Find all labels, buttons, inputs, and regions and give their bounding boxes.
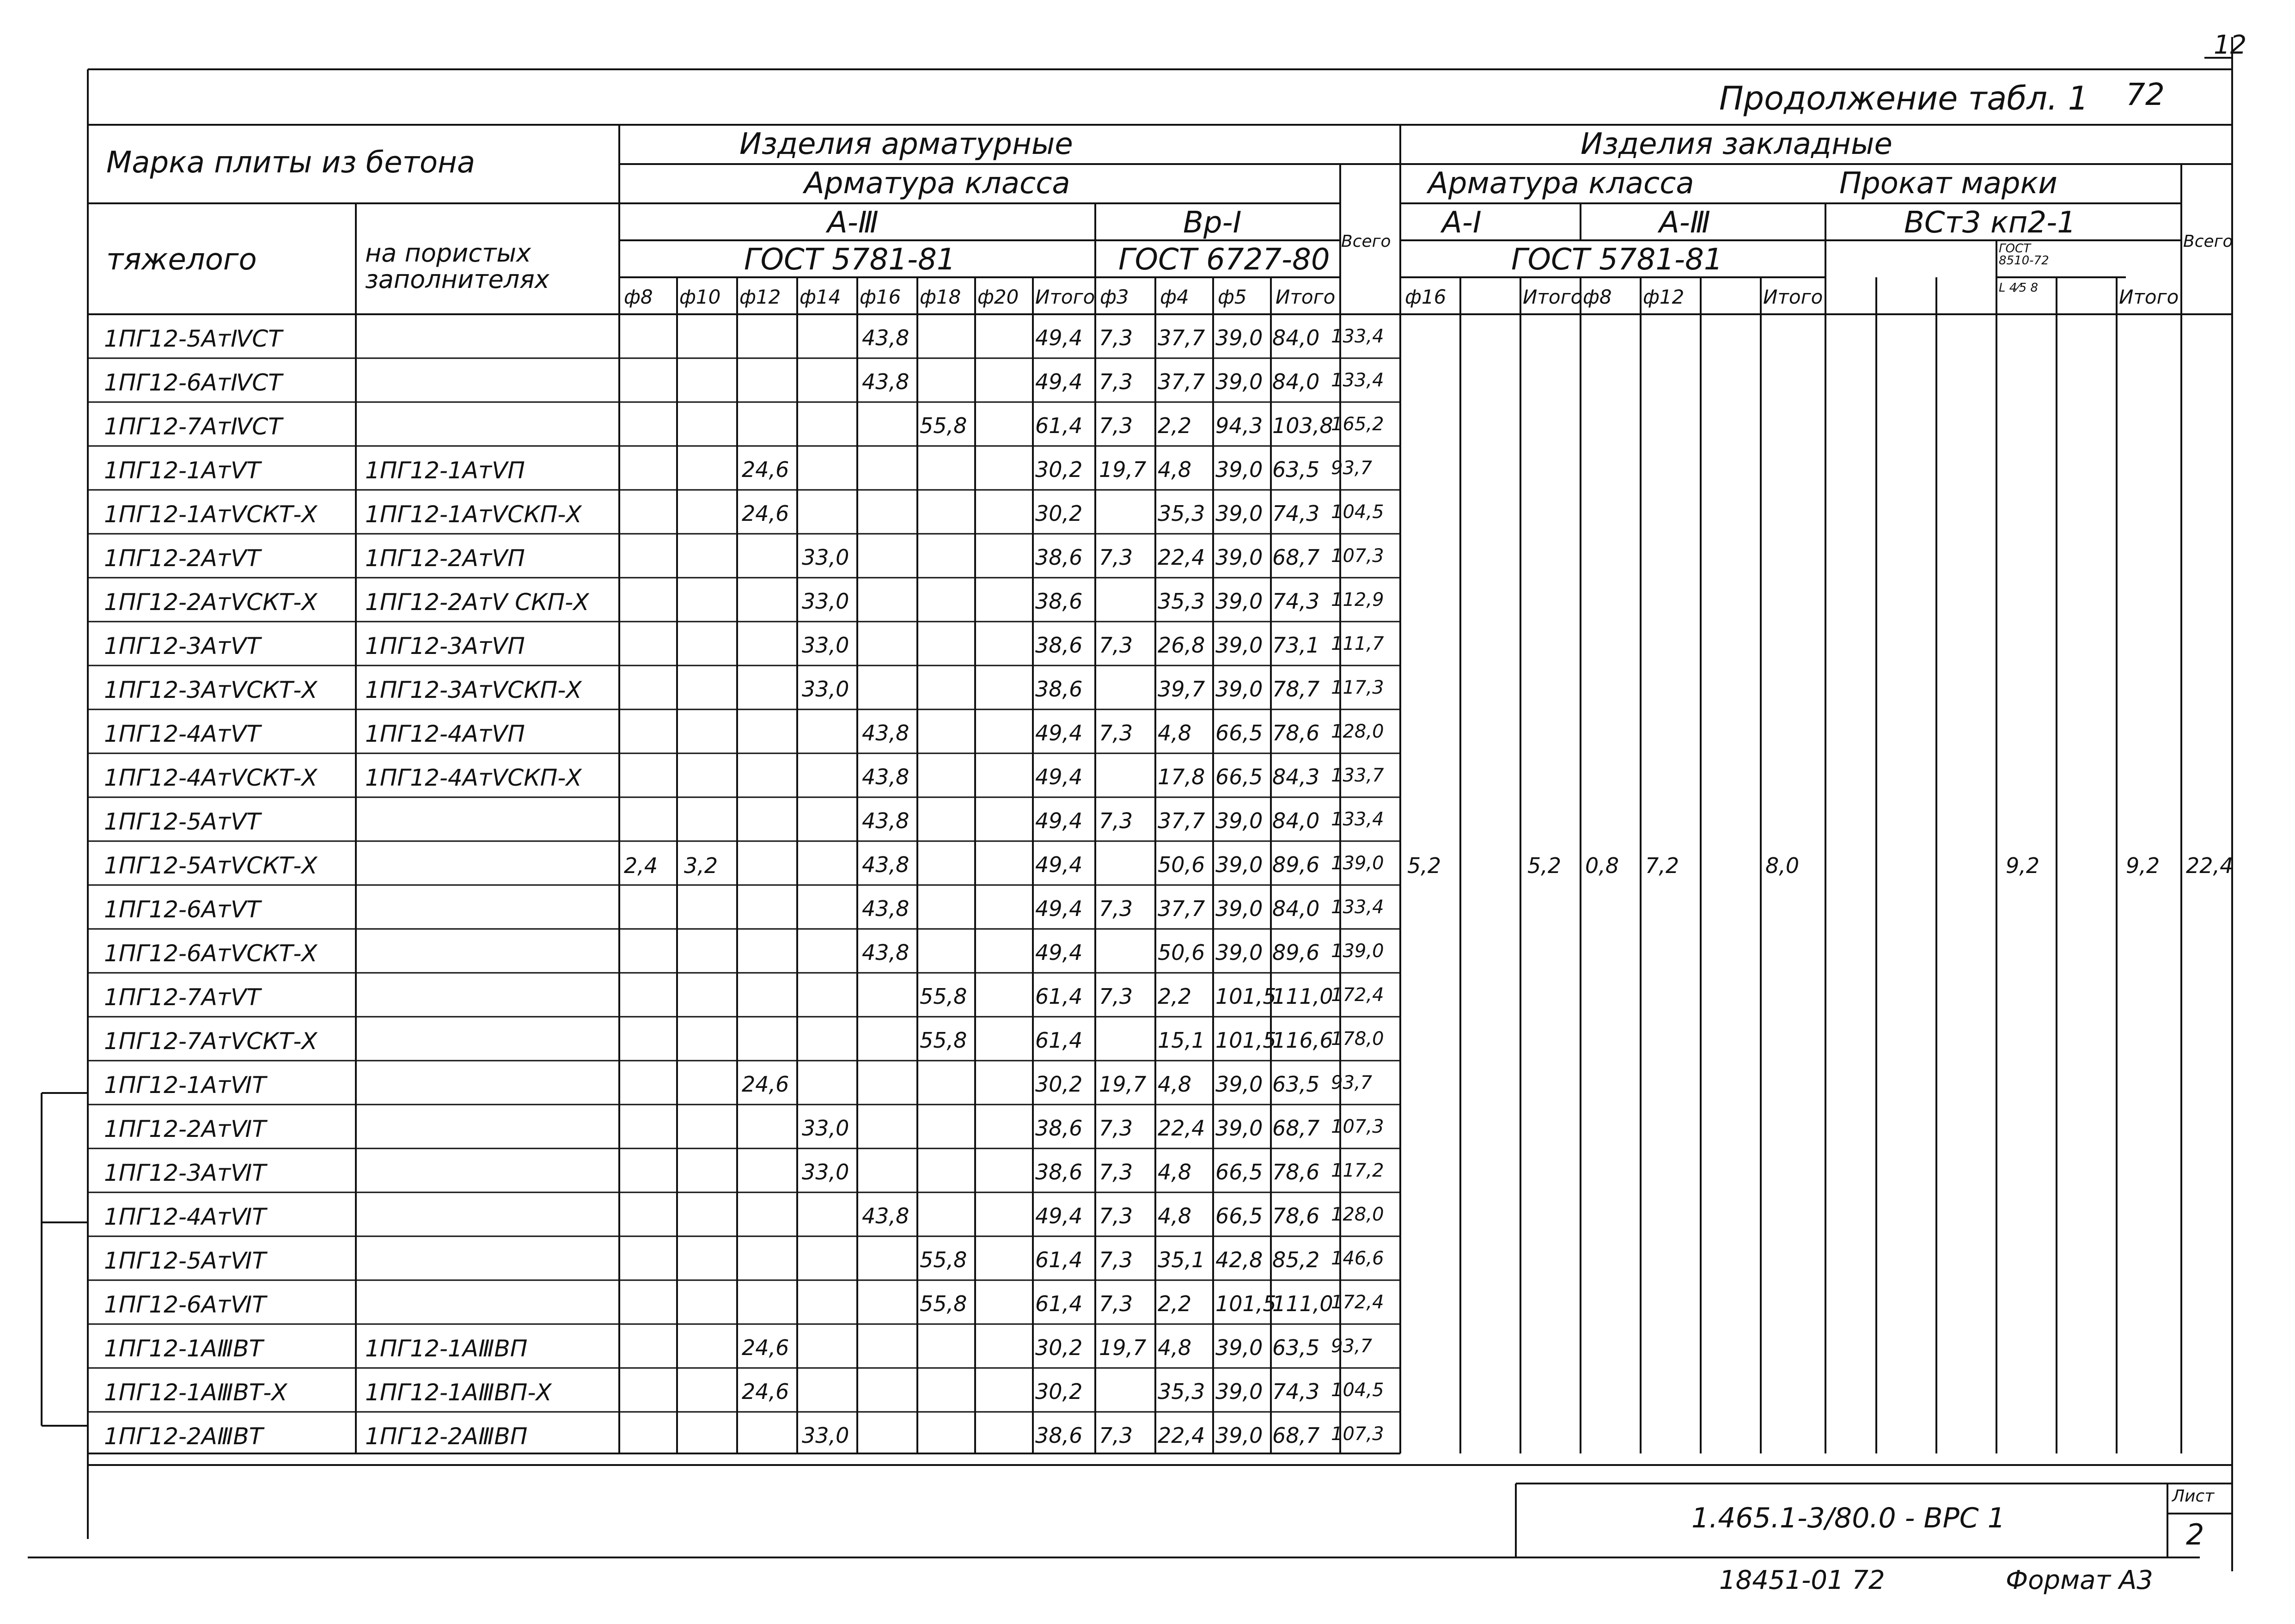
a3-embedded-class-header: А-Ⅲ (1659, 206, 1710, 240)
row-mark-porous: 1ПГ12-1АтⅤСКП-Х (365, 501, 582, 528)
rolled-grade-header: Прокат марки (1839, 166, 2057, 201)
table-cell-d3: 7,3 (1099, 633, 1133, 658)
table-cell-total: 172,4 (1331, 984, 1384, 1006)
table-cell-sum1: 38,6 (1035, 1423, 1083, 1448)
armature-class-header: Арматура класса (804, 166, 1070, 201)
col-emb-d16: ф16 (1405, 286, 1447, 308)
table-cell-d12: 24,6 (742, 457, 789, 482)
table-cell-d4: 2,2 (1158, 1291, 1192, 1316)
armature-products-header: Изделия арматурные (739, 127, 1073, 161)
table-cell-d5: 39,0 (1215, 1423, 1263, 1448)
table-cell-sum1: 49,4 (1035, 764, 1083, 789)
table-cell-sum1: 49,4 (1035, 896, 1083, 921)
table-cell-d4: 2,2 (1158, 413, 1192, 438)
table-cell-sum2: 84,0 (1272, 896, 1320, 921)
small-gost-header: ГОСТ 8510-72 (1999, 242, 2049, 268)
table-cell-sum2: 73,1 (1272, 633, 1320, 658)
table-cell-total: 133,4 (1331, 326, 1384, 347)
table-cell-sum1: 49,4 (1035, 940, 1083, 965)
table-cell-d5: 39,0 (1215, 501, 1263, 526)
row-mark-heavy: 1ПГ12-1АтⅤТ (104, 457, 261, 484)
document-code: 1.465.1-3/80.0 - ВРС 1 (1691, 1502, 2005, 1534)
table-cell-sum2: 78,7 (1272, 677, 1320, 702)
table-cell-d16: 43,8 (862, 764, 909, 789)
table-cell-d12: 24,6 (742, 1379, 789, 1404)
row-mark-heavy: 1ПГ12-1АтⅤСКТ-Х (104, 501, 317, 528)
col-d5: ф5 (1218, 286, 1247, 308)
table-cell-d5: 66,5 (1215, 764, 1263, 789)
table-cell-d4: 22,4 (1158, 545, 1205, 570)
table-cell-sum2: 63,5 (1272, 457, 1320, 482)
table-cell-total: 117,3 (1331, 677, 1384, 698)
col-d12: ф12 (739, 286, 781, 308)
table-cell-d5: 39,0 (1215, 633, 1263, 658)
table-cell-d12: 24,6 (742, 1072, 789, 1097)
table-cell-d3: 19,7 (1099, 1335, 1147, 1360)
table-cell-sum2: 78,6 (1272, 1160, 1320, 1184)
table-cell-d3: 7,3 (1099, 1203, 1133, 1228)
table-cell-d4: 37,7 (1158, 896, 1205, 921)
row-mark-heavy: 1ПГ12-3АтⅥТ (104, 1160, 266, 1186)
table-cell-sum2: 78,6 (1272, 720, 1320, 745)
table-cell-total: 178,0 (1331, 1028, 1384, 1050)
table-cell-d4: 37,7 (1158, 369, 1205, 394)
table-cell-total: 146,6 (1331, 1248, 1384, 1269)
table-cell-d3: 7,3 (1099, 1247, 1133, 1272)
table-cell-sum1: 49,4 (1035, 1203, 1083, 1228)
row-mark-heavy: 1ПГ12-5АтⅥТ (104, 1247, 266, 1274)
table-cell-sum2: 116,6 (1272, 1028, 1333, 1053)
embedded-products-header: Изделия закладные (1581, 127, 1892, 161)
row-mark-porous: 1ПГ12-3АтⅤСКП-Х (365, 677, 582, 703)
table-cell-sum1: 38,6 (1035, 633, 1083, 658)
col-emb-d12: ф12 (1643, 286, 1685, 308)
table-cell-sum1: 49,4 (1035, 808, 1083, 833)
table-cell-sum1: 49,4 (1035, 369, 1083, 394)
table-cell-sum2: 74,3 (1272, 589, 1320, 614)
table-cell-d4: 35,3 (1158, 589, 1205, 614)
table-cell-d14: 33,0 (802, 1423, 849, 1448)
table-cell-sum2: 85,2 (1272, 1247, 1320, 1272)
table-cell-d4: 4,8 (1158, 1072, 1192, 1097)
row-mark-heavy: 1ПГ12-1АⅢВТ (104, 1335, 263, 1362)
embedded-gost-header: ГОСТ 5781-81 (1511, 243, 1723, 277)
shared-emb-sum2: 8,0 (1765, 853, 1800, 878)
table-cell-total: 128,0 (1331, 1204, 1384, 1225)
table-cell-d4: 35,3 (1158, 1379, 1205, 1404)
table-cell-sum1: 30,2 (1035, 1379, 1083, 1404)
col-emb-sum1: Итого (1523, 286, 1583, 308)
row-mark-heavy: 1ПГ12-7АтⅤТ (104, 984, 261, 1011)
table-cell-sum1: 38,6 (1035, 1160, 1083, 1184)
shared-d8: 2,4 (624, 853, 658, 878)
table-cell-d3: 7,3 (1099, 984, 1133, 1009)
table-cell-total: 172,4 (1331, 1292, 1384, 1313)
table-cell-d5: 39,0 (1215, 896, 1263, 921)
table-cell-total: 104,5 (1331, 1380, 1384, 1401)
table-cell-sum2: 68,7 (1272, 545, 1320, 570)
table-cell-d5: 39,0 (1215, 369, 1263, 394)
table-cell-d16: 43,8 (862, 325, 909, 350)
row-mark-heavy: 1ПГ12-4АтⅥТ (104, 1203, 266, 1230)
row-mark-heavy: 1ПГ12-7АтⅣСТ (104, 413, 282, 440)
col-d10: ф10 (679, 286, 721, 308)
table-cell-total: 104,5 (1331, 501, 1384, 523)
table-cell-sum1: 49,4 (1035, 852, 1083, 877)
row-mark-heavy: 1ПГ12-1АⅢВТ-Х (104, 1379, 287, 1406)
table-cell-total: 133,4 (1331, 370, 1384, 391)
table-cell-d4: 4,8 (1158, 1160, 1192, 1184)
table-cell-d5: 39,0 (1215, 1116, 1263, 1141)
table-cell-d5: 66,5 (1215, 720, 1263, 745)
col-sum2: Итого (1276, 286, 1336, 308)
table-continuation-title: Продолжение табл. 1 (1719, 79, 2089, 117)
vr1-gost-header: ГОСТ 6727-80 (1118, 243, 1330, 277)
table-cell-d4: 15,1 (1158, 1028, 1205, 1053)
row-mark-porous: 1ПГ12-2АтⅤ СКП-Х (365, 589, 589, 616)
table-cell-sum1: 38,6 (1035, 677, 1083, 702)
table-cell-d5: 39,0 (1215, 589, 1263, 614)
shared-emb-sum1: 5,2 (1527, 853, 1562, 878)
col-d14: ф14 (800, 286, 841, 308)
table-cell-total: 107,3 (1331, 545, 1384, 567)
heavy-concrete-header: тяжелого (106, 243, 257, 277)
table-cell-sum2: 84,3 (1272, 764, 1320, 789)
table-cell-d3: 19,7 (1099, 1072, 1147, 1097)
table-cell-total: 93,7 (1331, 1336, 1373, 1357)
table-cell-d16: 43,8 (862, 369, 909, 394)
table-cell-sum1: 61,4 (1035, 1291, 1083, 1316)
table-cell-sum1: 30,2 (1035, 1072, 1083, 1097)
row-mark-heavy: 1ПГ12-5АтⅤТ (104, 808, 261, 835)
table-cell-d5: 39,0 (1215, 1072, 1263, 1097)
col-d3: ф3 (1100, 286, 1129, 308)
table-cell-d4: 50,6 (1158, 852, 1205, 877)
table-cell-d5: 39,0 (1215, 545, 1263, 570)
table-cell-d4: 4,8 (1158, 1335, 1192, 1360)
table-cell-d4: 39,7 (1158, 677, 1205, 702)
table-cell-total: 133,4 (1331, 897, 1384, 918)
page-number: 12 (2214, 30, 2247, 60)
table-cell-d5: 39,0 (1215, 1335, 1263, 1360)
row-mark-heavy: 1ПГ12-2АтⅤСКТ-Х (104, 589, 317, 616)
table-cell-d4: 35,1 (1158, 1247, 1205, 1272)
col-d4: ф4 (1160, 286, 1189, 308)
table-cell-d14: 33,0 (802, 1160, 849, 1184)
table-cell-total: 139,0 (1331, 853, 1384, 874)
table-cell-sum2: 68,7 (1272, 1116, 1320, 1141)
table-cell-d3: 7,3 (1099, 896, 1133, 921)
row-mark-porous: 1ПГ12-4АтⅤСКП-Х (365, 764, 582, 791)
table-cell-d3: 7,3 (1099, 325, 1133, 350)
table-cell-d5: 66,5 (1215, 1160, 1263, 1184)
row-mark-porous: 1ПГ12-1АⅢВП (365, 1335, 528, 1362)
row-mark-heavy: 1ПГ12-3АтⅤСКТ-Х (104, 677, 317, 703)
table-cell-d3: 19,7 (1099, 457, 1147, 482)
table-cell-sum1: 61,4 (1035, 1247, 1083, 1272)
table-cell-d5: 39,0 (1215, 808, 1263, 833)
table-cell-sum1: 38,6 (1035, 1116, 1083, 1141)
row-mark-heavy: 1ПГ12-7АтⅤСКТ-Х (104, 1028, 317, 1055)
row-mark-heavy: 1ПГ12-2АⅢВТ (104, 1423, 263, 1450)
sheet-label: Лист (2172, 1487, 2215, 1506)
table-cell-d5: 42,8 (1215, 1247, 1263, 1272)
table-cell-sum2: 84,0 (1272, 325, 1320, 350)
table-cell-d4: 2,2 (1158, 984, 1192, 1009)
table-cell-d14: 33,0 (802, 545, 849, 570)
col-d18: ф18 (920, 286, 961, 308)
table-cell-sum2: 63,5 (1272, 1335, 1320, 1360)
bottom-note: 18451-01 72 (1719, 1565, 1885, 1595)
row-mark-heavy: 1ПГ12-4АтⅤТ (104, 720, 261, 747)
table-cell-d5: 39,0 (1215, 457, 1263, 482)
porous-concrete-header: на пористых заполнителях (365, 238, 549, 294)
table-cell-sum1: 30,2 (1035, 501, 1083, 526)
row-mark-porous: 1ПГ12-2АтⅤП (365, 545, 525, 572)
table-cell-sum2: 103,8 (1272, 413, 1333, 438)
table-cell-d14: 33,0 (802, 589, 849, 614)
table-cell-d4: 22,4 (1158, 1116, 1205, 1141)
shared-emb-d8: 0,8 (1585, 853, 1619, 878)
table-cell-total: 165,2 (1331, 414, 1384, 435)
table-cell-d16: 43,8 (862, 852, 909, 877)
corner-mark: 72 (2126, 77, 2165, 112)
table-cell-total: 128,0 (1331, 721, 1384, 742)
table-cell-d18: 55,8 (920, 984, 967, 1009)
table-cell-d5: 39,0 (1215, 1379, 1263, 1404)
a1-class-header: А-I (1442, 206, 1482, 240)
row-mark-porous: 1ПГ12-3АтⅤП (365, 633, 525, 659)
shared-total2: 22,4 (2186, 853, 2234, 878)
table-cell-sum2: 74,3 (1272, 501, 1320, 526)
table-cell-total: 107,3 (1331, 1423, 1384, 1445)
a3-class-header: А-Ⅲ (827, 206, 879, 240)
table-cell-d16: 43,8 (862, 896, 909, 921)
table-cell-sum2: 78,6 (1272, 1203, 1320, 1228)
table-cell-total: 133,7 (1331, 765, 1384, 786)
table-cell-sum1: 61,4 (1035, 413, 1083, 438)
row-mark-heavy: 1ПГ12-2АтⅥТ (104, 1116, 266, 1142)
table-cell-d4: 37,7 (1158, 325, 1205, 350)
row-mark-porous: 1ПГ12-4АтⅤП (365, 720, 525, 747)
table-cell-d18: 55,8 (920, 1028, 967, 1053)
table-cell-d4: 4,8 (1158, 720, 1192, 745)
table-cell-total: 93,7 (1331, 458, 1373, 479)
table-cell-sum2: 63,5 (1272, 1072, 1320, 1097)
table-cell-sum1: 49,4 (1035, 325, 1083, 350)
table-cell-sum2: 89,6 (1272, 940, 1320, 965)
shared-d10: 3,2 (684, 853, 718, 878)
table-cell-d16: 43,8 (862, 1203, 909, 1228)
table-cell-d4: 22,4 (1158, 1423, 1205, 1448)
table-cell-d3: 7,3 (1099, 1291, 1133, 1316)
table-cell-sum2: 68,7 (1272, 1423, 1320, 1448)
table-cell-d5: 39,0 (1215, 677, 1263, 702)
table-cell-d3: 7,3 (1099, 1423, 1133, 1448)
table-cell-sum1: 49,4 (1035, 720, 1083, 745)
table-cell-total: 111,7 (1331, 633, 1384, 654)
table-cell-d18: 55,8 (920, 413, 967, 438)
table-cell-total: 139,0 (1331, 940, 1384, 962)
table-cell-sum1: 30,2 (1035, 457, 1083, 482)
row-mark-heavy: 1ПГ12-4АтⅤСКТ-Х (104, 764, 317, 791)
table-cell-d5: 101,5 (1215, 1028, 1276, 1053)
table-cell-d14: 33,0 (802, 633, 849, 658)
total2-header: Всего (2183, 232, 2233, 251)
table-cell-total: 107,3 (1331, 1116, 1384, 1137)
format-note: Формат А3 (2006, 1565, 2153, 1595)
table-cell-d14: 33,0 (802, 1116, 849, 1141)
table-cell-d3: 7,3 (1099, 1160, 1133, 1184)
table-cell-d3: 7,3 (1099, 369, 1133, 394)
table-cell-d3: 7,3 (1099, 720, 1133, 745)
table-cell-d14: 33,0 (802, 677, 849, 702)
table-cell-d18: 55,8 (920, 1291, 967, 1316)
row-mark-heavy: 1ПГ12-6АтⅤТ (104, 896, 261, 923)
table-cell-sum2: 84,0 (1272, 369, 1320, 394)
col-d8: ф8 (624, 286, 653, 308)
row-mark-heavy: 1ПГ12-6АтⅥТ (104, 1291, 266, 1318)
row-mark-heavy: 1ПГ12-1АтⅥТ (104, 1072, 266, 1099)
table-cell-d4: 4,8 (1158, 457, 1192, 482)
table-cell-d3: 7,3 (1099, 545, 1133, 570)
table-cell-d5: 94,3 (1215, 413, 1263, 438)
row-mark-porous: 1ПГ12-2АⅢВП (365, 1423, 528, 1450)
col-emb-d8: ф8 (1583, 286, 1612, 308)
table-cell-sum2: 111,0 (1272, 1291, 1333, 1316)
table-cell-d5: 39,0 (1215, 940, 1263, 965)
table-cell-d3: 7,3 (1099, 808, 1133, 833)
table-cell-d4: 26,8 (1158, 633, 1205, 658)
table-cell-d4: 17,8 (1158, 764, 1205, 789)
row-mark-heavy: 1ПГ12-6АтⅣСТ (104, 369, 282, 396)
table-cell-d3: 7,3 (1099, 1116, 1133, 1141)
total-header: Всего (1341, 232, 1391, 251)
angle-profile-header: L 4⁄5 8 (1999, 281, 2038, 295)
col-d16: ф16 (860, 286, 901, 308)
table-cell-d5: 101,5 (1215, 984, 1276, 1009)
table-cell-sum1: 61,4 (1035, 1028, 1083, 1053)
col-sum1: Итого (1035, 286, 1095, 308)
table-cell-d4: 37,7 (1158, 808, 1205, 833)
row-mark-heavy: 1ПГ12-2АтⅤТ (104, 545, 261, 572)
vr1-class-header: Вр-I (1183, 206, 1242, 240)
table-cell-d16: 43,8 (862, 720, 909, 745)
table-cell-d12: 24,6 (742, 501, 789, 526)
table-cell-d5: 101,5 (1215, 1291, 1276, 1316)
row-mark-heavy: 1ПГ12-6АтⅤСКТ-Х (104, 940, 317, 967)
table-cell-sum2: 84,0 (1272, 808, 1320, 833)
table-cell-d5: 39,0 (1215, 852, 1263, 877)
col-d20: ф20 (977, 286, 1019, 308)
table-cell-d18: 55,8 (920, 1247, 967, 1272)
table-cell-d12: 24,6 (742, 1335, 789, 1360)
table-cell-d3: 7,3 (1099, 413, 1133, 438)
table-cell-total: 112,9 (1331, 589, 1384, 611)
row-mark-heavy: 1ПГ12-5АтⅣСТ (104, 325, 282, 352)
a3-gost-header: ГОСТ 5781-81 (744, 243, 956, 277)
table-cell-sum2: 111,0 (1272, 984, 1333, 1009)
table-cell-d4: 35,3 (1158, 501, 1205, 526)
vst-grade-header: ВСт3 кп2-1 (1904, 206, 2076, 240)
table-cell-d16: 43,8 (862, 940, 909, 965)
table-cell-sum1: 38,6 (1035, 589, 1083, 614)
table-cell-sum2: 89,6 (1272, 852, 1320, 877)
row-mark-porous: 1ПГ12-1АтⅤП (365, 457, 525, 484)
mark-group-header: Марка плиты из бетона (106, 146, 476, 180)
shared-emb-d16: 5,2 (1407, 853, 1441, 878)
shared-rolled-sum: 9,2 (2126, 853, 2160, 878)
col-rolled-sum: Итого (2119, 286, 2179, 308)
shared-rolled: 9,2 (2006, 853, 2040, 878)
table-cell-total: 93,7 (1331, 1072, 1373, 1093)
table-cell-sum1: 38,6 (1035, 545, 1083, 570)
col-emb-sum2: Итого (1763, 286, 1823, 308)
table-cell-sum1: 30,2 (1035, 1335, 1083, 1360)
shared-emb-d12: 7,2 (1645, 853, 1679, 878)
table-cell-sum2: 74,3 (1272, 1379, 1320, 1404)
table-cell-d16: 43,8 (862, 808, 909, 833)
embedded-armature-class-header: Арматура класса (1428, 166, 1694, 201)
table-cell-d4: 4,8 (1158, 1203, 1192, 1228)
table-cell-d4: 50,6 (1158, 940, 1205, 965)
row-mark-porous: 1ПГ12-1АⅢВП-Х (365, 1379, 552, 1406)
table-cell-total: 133,4 (1331, 809, 1384, 830)
row-mark-heavy: 1ПГ12-5АтⅤСКТ-Х (104, 852, 317, 879)
sheet-number: 2 (2186, 1518, 2204, 1551)
table-cell-d5: 39,0 (1215, 325, 1263, 350)
row-mark-heavy: 1ПГ12-3АтⅤТ (104, 633, 261, 659)
table-cell-total: 117,2 (1331, 1160, 1384, 1181)
table-cell-d5: 66,5 (1215, 1203, 1263, 1228)
table-cell-sum1: 61,4 (1035, 984, 1083, 1009)
